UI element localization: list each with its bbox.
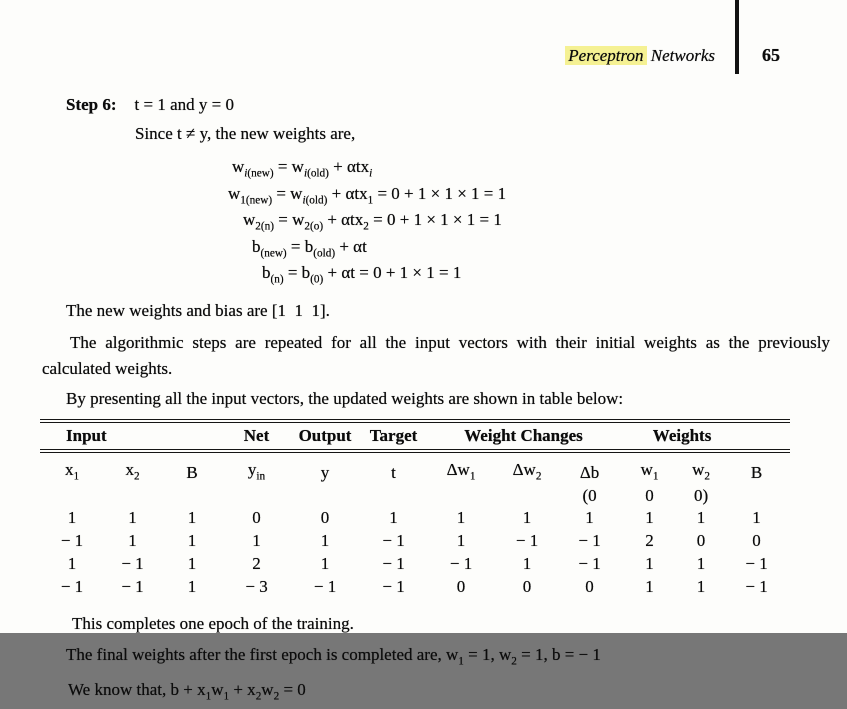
table-cell: 1 <box>696 507 706 527</box>
table-cell: 1 <box>320 530 330 550</box>
table-cell: − 1 <box>121 576 144 596</box>
header-divider <box>735 0 739 74</box>
column-header-b2: B <box>750 462 763 482</box>
table-cell: 1 <box>522 507 532 527</box>
table-cell: 0 <box>696 530 706 550</box>
table-cell: 2 <box>252 553 261 573</box>
table-cell <box>40 486 104 506</box>
equation-line-1: $w_{i(new)} = w_{i(old)} + \alpha tx_i$ <box>232 157 373 180</box>
table-cell <box>104 486 161 506</box>
group-header-target: Target <box>360 421 427 451</box>
table-cell: 0 <box>522 576 532 596</box>
table-cell: − 1 <box>382 576 405 596</box>
table-cell: 0 <box>585 576 594 596</box>
table-cell: 0 <box>645 485 654 505</box>
page-title <box>565 46 715 66</box>
step-line <box>66 92 830 118</box>
table-cell: − 1 <box>449 553 473 573</box>
table-cell: 0 <box>320 507 330 527</box>
table-body <box>40 506 790 598</box>
table-cell: 0 <box>252 507 261 527</box>
epoch-paragraph: This completes one epoch of the training. <box>72 613 354 633</box>
table-cell: 1 <box>645 576 654 596</box>
table-cell: 1 <box>67 553 77 573</box>
step-label: Step 6: <box>66 95 117 114</box>
weights-table <box>40 419 790 598</box>
table-cell <box>223 486 290 506</box>
table-cell <box>723 486 790 506</box>
table-cell <box>427 486 495 506</box>
main-content <box>42 92 830 703</box>
table-cell: 1 <box>252 530 261 550</box>
column-header-row <box>40 451 790 486</box>
table-cell: 1 <box>456 507 466 527</box>
group-header-weight-changes: Weight Changes <box>427 421 620 451</box>
step-statement: t = 1 and y = 0 <box>134 95 234 114</box>
table-cell: 1 <box>696 553 706 573</box>
equation-line-5: $b_{(n)} = b_{(0)} + \alpha t = 0 + 1 \times 1 = 1$ <box>262 263 462 286</box>
page-number: 65 <box>762 45 780 65</box>
column-header-b: B <box>186 462 198 482</box>
equation-line-3: $w_{2(n)} = w_{2(o)} + \alpha tx_2 = 0 + 1 \times 1 \times 1 = 1$ <box>243 210 502 233</box>
equation-block <box>42 154 830 287</box>
column-header-x2: $x_2$ <box>125 459 140 482</box>
column-header-y: y <box>320 462 330 482</box>
column-header-db: Δb <box>579 462 600 482</box>
table-cell: 1 <box>752 507 761 527</box>
clipped-bottom-line: We know that, $b + x_1w_1 + x_2w_2 = 0$ <box>68 680 306 703</box>
table-row <box>40 552 790 575</box>
table-cell: 1 <box>585 507 594 527</box>
table-cell: 1 <box>187 553 197 573</box>
table-cell: − 1 <box>382 530 405 550</box>
table-cell <box>290 486 360 506</box>
table-cell: 1 <box>187 576 197 596</box>
table-cell: − 1 <box>745 576 768 596</box>
table-cell: 0) <box>693 485 709 505</box>
table-cell: 1 <box>187 530 197 550</box>
column-header-x1: $x_1$ <box>64 459 80 482</box>
group-header-input: Input <box>40 421 223 451</box>
column-header-dw2: $\Delta w_2$ <box>512 459 542 482</box>
table-cell: − 1 <box>745 553 768 573</box>
table-cell: 1 <box>456 530 466 550</box>
column-header-yin: $y_{in}$ <box>247 459 266 482</box>
table-cell <box>360 486 427 506</box>
equation-line-4: $b_{(new)} = b_{(old)} + \alpha t$ <box>252 236 367 259</box>
table-cell: 1 <box>128 507 137 527</box>
table-row <box>40 575 790 598</box>
table-cell: − 1 <box>382 553 405 573</box>
table-cell: − 1 <box>578 530 601 550</box>
table-cell: 1 <box>522 553 532 573</box>
table-cell: 1 <box>128 530 137 550</box>
table-cell: 1 <box>67 507 77 527</box>
table-cell <box>495 486 559 506</box>
group-header-weights: Weights <box>620 421 790 451</box>
column-header-dw1: $\Delta w_1$ <box>446 459 476 482</box>
table-cell: − 1 <box>578 553 601 573</box>
initial-weights-row <box>40 486 790 506</box>
since-line: Since t ≠ y, the new weights are, <box>135 124 356 143</box>
table-cell <box>161 486 223 506</box>
group-header-output: Output <box>290 421 360 451</box>
table-cell: − 1 <box>313 576 337 596</box>
column-header-w2: $w_2$ <box>692 459 710 482</box>
table-cell: − 1 <box>60 576 84 596</box>
final-weights-paragraph: The final weights after the first epoch is completed are, $w_1 = 1$, $w_2 = 1$, b = − 1 <box>66 644 601 667</box>
table-cell: − 1 <box>515 530 539 550</box>
table-cell: 1 <box>645 553 654 573</box>
column-header-t: t <box>391 462 396 482</box>
table-cell: 1 <box>187 507 197 527</box>
column-header-w1: $w_1$ <box>640 459 659 482</box>
table-cell: (0 <box>582 485 597 505</box>
page-title-rest: Networks <box>646 46 715 65</box>
group-header-row <box>40 421 790 451</box>
perceptron-highlight: Perceptron <box>565 46 646 65</box>
presenting-paragraph: By presenting all the input vectors, the updated weights are shown in table below: <box>66 388 624 408</box>
table-cell: 0 <box>456 576 466 596</box>
group-header-net: Net <box>223 421 290 451</box>
table-cell: − 3 <box>245 576 268 596</box>
table-cell: 2 <box>645 530 654 550</box>
table-cell: 0 <box>752 530 761 550</box>
table-cell: 1 <box>645 507 654 527</box>
table-cell: − 1 <box>60 530 84 550</box>
new-weights-paragraph: The new weights and bias are [1 1 1]. <box>66 300 330 320</box>
table-cell: 1 <box>320 553 330 573</box>
equation-line-2: $w_{1(new)} = w_{i(old)} + \alpha tx_1 = 0 + 1 \times 1 \times 1 = 1$ <box>228 183 507 206</box>
table-cell: 1 <box>696 576 706 596</box>
table-cell: 1 <box>389 507 398 527</box>
table-row <box>40 529 790 552</box>
table-row <box>40 506 790 529</box>
table-cell: − 1 <box>121 553 144 573</box>
algorithmic-steps-paragraph: The algorithmic steps are repeated for all the input vectors with their initial weights as the previously calculated weights. <box>42 332 830 378</box>
